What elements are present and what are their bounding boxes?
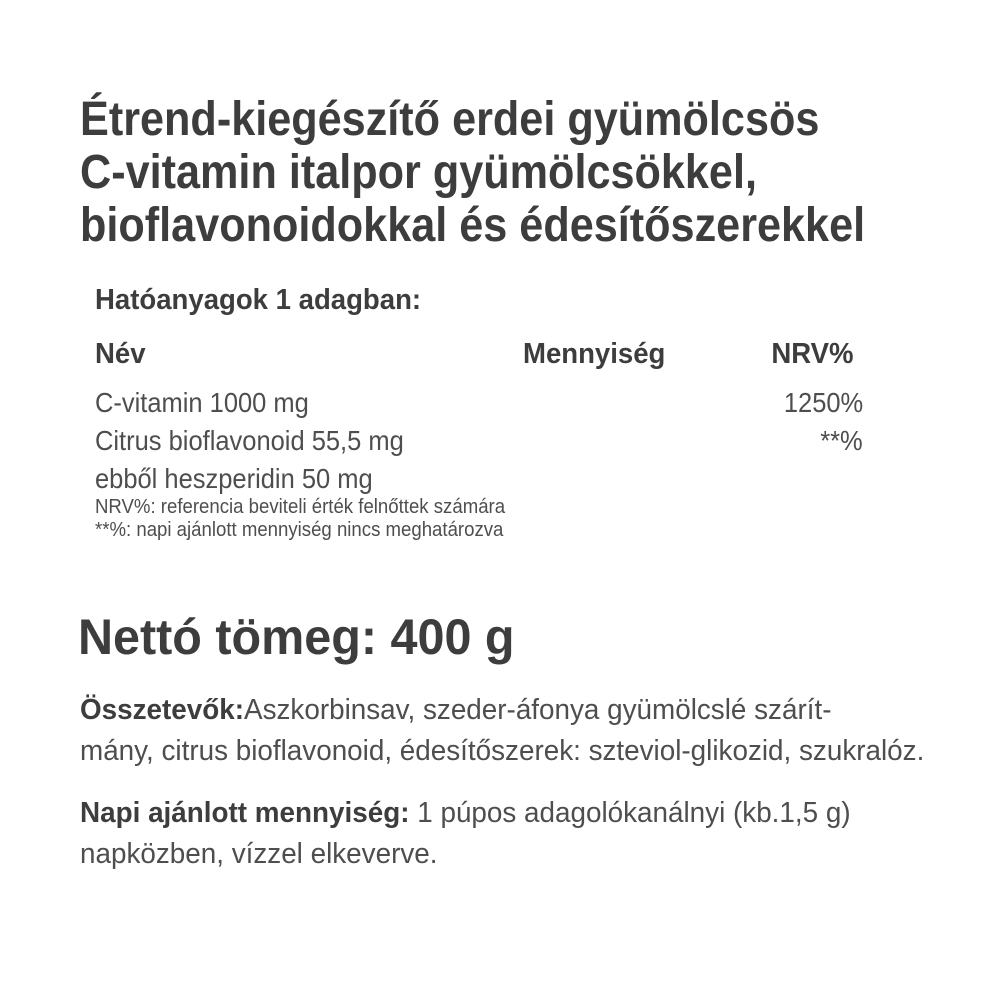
ingredients-line-1 xyxy=(80,690,924,731)
footnote-daily-amount-note: **%: napi ajánlott mennyiség nincs meghatározva xyxy=(95,519,504,541)
table-row xyxy=(95,425,863,459)
cell-name: ebből heszperidin 50 mg xyxy=(95,463,373,494)
footnote-nrv-definition: NRV%: referencia beviteli érték felnőttek számára xyxy=(95,496,506,518)
daily-amount-line-1 xyxy=(80,793,851,834)
product-title-line-3: bioflavonoidokkal és édesítőszerekkel xyxy=(80,199,866,252)
cell-nrv: **% xyxy=(820,425,863,456)
ingredients-paragraph xyxy=(80,690,960,772)
table-row xyxy=(95,387,863,421)
product-title-line-1: Étrend-kiegészítő erdei gyümölcsös xyxy=(80,93,820,146)
nutrition-table xyxy=(95,338,863,503)
active-ingredients-heading: Hatóanyagok 1 adagban: xyxy=(95,284,422,316)
table-row xyxy=(95,463,863,497)
net-weight-text: Nettó tömeg: 400 g xyxy=(78,609,515,665)
cell-name: C-vitamin 1000 mg xyxy=(95,387,309,418)
daily-amount-line-2: napközben, vízzel elkeverve. xyxy=(80,838,438,870)
table-header-row xyxy=(95,338,863,372)
header-name: Név xyxy=(95,338,146,370)
header-amount: Mennyiség xyxy=(523,338,666,370)
cell-name: Citrus bioflavonoid 55,5 mg xyxy=(95,425,404,456)
daily-amount-label: Napi ajánlott mennyiség: xyxy=(80,797,410,829)
ingredients-text: Aszkorbinsav, szeder-áfonya gyümölcslé szárít- xyxy=(244,694,832,726)
cell-nrv: 1250% xyxy=(783,387,863,418)
daily-amount-text: 1 púpos adagolókanálnyi (kb.1,5 g) xyxy=(409,797,851,829)
ingredients-line-2: mány, citrus bioflavonoid, édesítőszerek: szteviol-glikozid, szukralóz. xyxy=(80,735,925,767)
table-footnotes xyxy=(95,496,536,542)
ingredients-label: Összetevők: xyxy=(80,694,245,726)
product-title xyxy=(80,93,952,252)
header-nrv: NRV% xyxy=(770,338,853,370)
daily-amount-paragraph xyxy=(80,793,883,875)
product-title-line-2: C-vitamin italpor gyümölcsökkel, xyxy=(80,146,757,199)
